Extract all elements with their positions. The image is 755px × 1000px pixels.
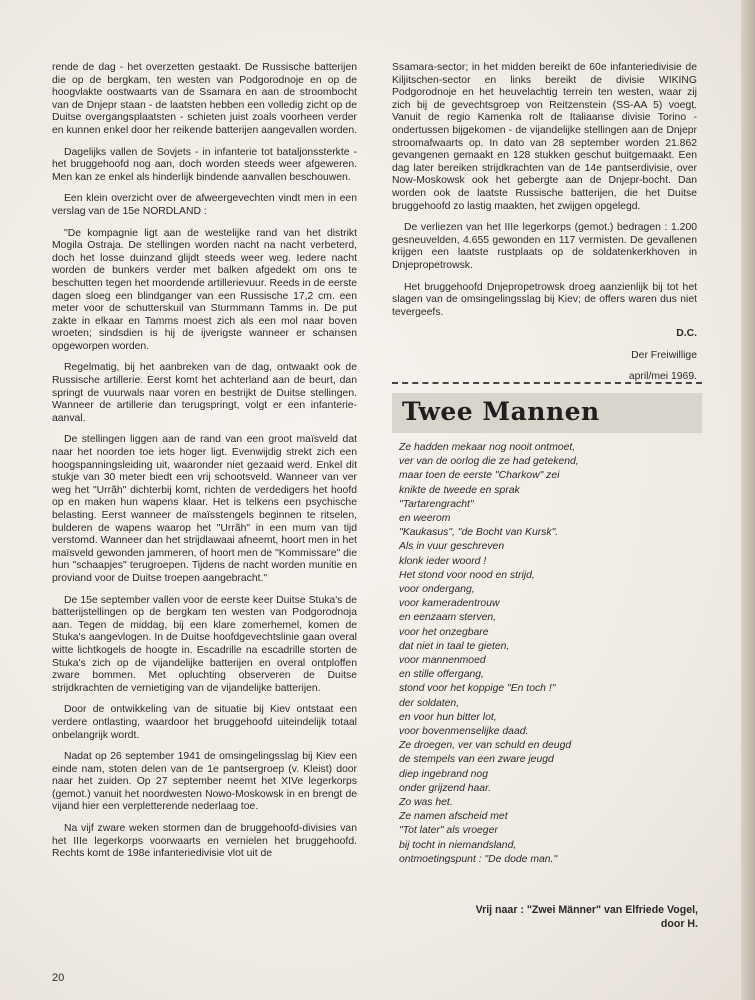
poem-line: voor mannenmoed (399, 655, 486, 667)
poem-title-band (392, 393, 702, 433)
paragraph: Het bruggehoofd Dnjepropetrowsk droeg aanzienlijk bij tot het slagen van de omsingelingsslag bij Kiev; de offers waren dus niet tevergeefs. (392, 281, 697, 318)
poem-line: voor kameradentrouw (399, 598, 500, 610)
poem-line: dat niet in taal te gieten, (399, 640, 510, 652)
poem-credit-author: door H. (660, 918, 698, 930)
paragraph: Nadat op 26 september 1941 de omsingelingsslag bij Kiev een einde nam, stoten delen van de 1e pantsergroep (v. Kleist) door naar het zuiden. Op 27 september neemt het XIVe legerkorps (gemot.) vanuit het noordwesten Nowo-Moskowsk in en brengt de vijand hier een verpletterende nederlaag toe. (52, 751, 357, 813)
poem-line: "Tartarengracht" (399, 498, 474, 510)
poem-line: Ze hadden mekaar nog nooit ontmoet, (399, 442, 576, 453)
page-edge-shadow (741, 0, 755, 1000)
paragraph: Een klein overzicht over de afweergevechten vindt men in een verslag van de 15e NORDLAND : (52, 193, 357, 217)
page-number: 20 (52, 972, 65, 984)
poem-title: Twee Mannen (402, 397, 600, 426)
poem-line: en stille offergang, (399, 669, 484, 681)
poem-credit (392, 903, 698, 931)
poem-line: "Tot later" als vroeger (399, 825, 498, 837)
poem-section (392, 393, 702, 951)
poem-line: ver van de oorlog die ze had getekend, (399, 456, 579, 468)
poem-line: voor bovenmenselijke daad. (399, 726, 529, 738)
paragraph: rende de dag - het overzetten gestaakt. De Russische batterijen die op de bergkam, ten westen van Podgorodnoje en op de hoogvlakte oostwaarts van de Ssamara en aan de stroombocht van de Dnjepr staan - de laatsten hebben een volledig zicht op de Duitse overgangsplaatsten - schieten juist zoals voorheen verder en kunnen enkel door her reikende batterijen aangevallen worden. (52, 62, 358, 136)
poem-line: Ze droegen, ver van schuld en deugd (399, 740, 572, 752)
paragraph: De verliezen van het IIIe legerkorps (gemot.) bedragen : 1.200 gesneuvelden, 4.655 gewonden en 117 vermisten. De gevallenen krijgen een laatste rustplaats op de soldatenkerkhoven in Dnjepropetrowsk. (392, 222, 697, 271)
paragraph: Door de ontwikkeling van de situatie bij Kiev ontstaat een verdere ontlasting, waardoor het bruggehoofd uiteindelijk totaal onbelangrijk wordt. (52, 704, 357, 741)
poem-line: en weerom (399, 513, 451, 525)
section-divider (392, 382, 702, 384)
poem-line: bij tocht in niemandsland, (399, 839, 517, 851)
poem-line: Het stond voor nood en strijd, (399, 569, 535, 581)
poem-line: Als in vuur geschreven (399, 541, 505, 553)
poem-line: onder grijzend haar. (399, 782, 492, 794)
right-text-column (392, 62, 697, 393)
poem-credit-line: Vrij naar : "Zwei Männer" van Elfriede Vogel, (475, 904, 698, 916)
poem-line: Zo was het. (399, 797, 453, 809)
poem-line: diep ingebrand nog (399, 768, 488, 780)
paragraph: Dagelijks vallen de Sovjets - in infanterie tot bataljonssterkte - het bruggehoofd nog aan, doch worden steeds weer afgeweren. Men kan ze enkel als hinderlijk bindende aanvallen beschouwen. (52, 146, 357, 183)
poem-line: ontmoetingspunt : "De dode man." (399, 853, 558, 865)
poem-line: klonk ieder woord ! (399, 555, 487, 567)
paragraph: De 15e september vallen voor de eerste keer Duitse Stuka's de batterijstellingen op de bergkam ten westen van Podgorodnoja aan. Tegen de middag, bij een klare zomerhemel, komen de Stuka's aangevlogen. In de Duitse hoofdgevechtslinie gaan overal witte lichtkogels de hoogte in. Escadrille na escadrille storten de Stuka's zich op de vijandelijke batterijen en overal ontploffen zware bommen. Met opluchting observeren de Duitse strijdkrachten de vernietiging van de vijandelijke batterijen. (52, 594, 357, 694)
paragraph: Regelmatig, bij het aanbreken van de dag, ontwaakt ook de Russische artillerie. Eerst komt het achterland aan de beurt, dan springt de vuurwals naar voren en bestrijkt de Duitse stellingen. Wanneer de artillerie dan terugspringt, volgt er een infanterie-aanval. (52, 362, 357, 424)
poem-line: stond voor het koppige "En toch !" (399, 683, 556, 695)
poem-line: voor ondergang, (399, 584, 475, 596)
quote-paragraph: "De kompagnie ligt aan de westelijke rand van het distrikt Mogila Ostraja. De stellingen worden nacht na nacht verbeterd, doch het losse duinzand glijdt steeds weer weg. Iedere nacht worden de bunkers verder met balken afgedekt om ons te beschutten tegen het moordende artillerievuur. Reeds in de eerste dagen sloeg een blindganger van een Russische 17,2 cm. een meter voor de schutterskuil van Sturmmann Tamms in. De put zakte in elkaar en Tamms moest zich als een mol naar boven wroeten; sindsdien is hij de ijverigste wanneer er schansen opgeworpen worden. (52, 227, 357, 352)
poem-lines (399, 441, 699, 867)
paragraph: De stellingen liggen aan de rand van een groot maïsveld dat naar het noorden toe iets hoger ligt. Evenwijdig strekt zich een hoogspanningsleiding uit, waaronder niet gezaaid werd. Enkel dit stukje van 30 meter biedt een vrij schootsveld. Wanneer van ver weg het "Urrãh" dichterbij komt, richten de verdedigers het hoofd op en maken hun wapens klaar. Het is telkens een psychische belasting. Eerst wanneer de maïsstengels beginnen te ritselen, bulderen de wapens waarop het "Urrãh" in een mum van tijd verstomd. Wanneer dan het strijdlawaai afneemt, hoort men in het maïsveld gewonden jammeren, of hoort men de "Kommissare" die hun "schaapjes" terugroepen. Tijdens de nacht worden munitie en proviand voor de Duitse troepen aangebracht." (52, 434, 357, 584)
source-date: april/mei 1969. (628, 371, 697, 383)
poem-line: de stempels van een zware jeugd (399, 754, 554, 766)
poem-line: Ze namen afscheid met (399, 811, 508, 823)
poem-line: "Kaukasus", "de Bocht van Kursk". (399, 527, 559, 539)
left-text-column (52, 62, 357, 870)
source-name: Der Freiwillige (631, 349, 697, 361)
paragraph: Na vijf zware weken stormen dan de bruggehoofd-divisies van het IIIe legerkorps voorwaarts en vernielen het bruggehoofd. Rechts komt de 198e infanteriedivisie vlot uit de (52, 823, 357, 860)
poem-line: der soldaten, (399, 697, 460, 709)
poem-line: en voor hun bitter lot, (399, 711, 497, 723)
poem-line: en eenzaam sterven, (399, 612, 497, 624)
poem-line: voor het onzegbare (399, 626, 489, 638)
paragraph: Ssamara-sector; in het midden bereikt de 60e infanteriedivisie de Kiljitschen-sector en links bereikt de divisie WIKING Podgorodnoje en het heuvelachtig terrein ten westen, waar zij zich bij de gevechtsgroep von Reitzenstein (SS-AA 5) voegt. Vanuit de regio Kamenka rolt de Italiaanse divisie Torino - ondertussen bijgekomen - de vijandelijke stellingen aan de Dnjepr stroomafwaarts op. In dato van 28 september worden 21.862 gevangenen gemaakt en 128 stukken geschut buitgemaakt. Een dag later bereiken strijdkrachten van de 14e pantserdivisie, over Now-Moskowsk ook het gebergte aan de Dnjepr-bocht. Dan worden ook de laatste Russische batterijen, die het Duitse bruggehoofd zo lastig maakten, het zwijgen opgelegd. (392, 62, 697, 212)
poem-line: knikte de tweede en sprak (399, 484, 520, 496)
author-initials: D.C. (676, 328, 697, 340)
poem-line: maar toen de eerste "Charkow" zei (399, 470, 560, 482)
